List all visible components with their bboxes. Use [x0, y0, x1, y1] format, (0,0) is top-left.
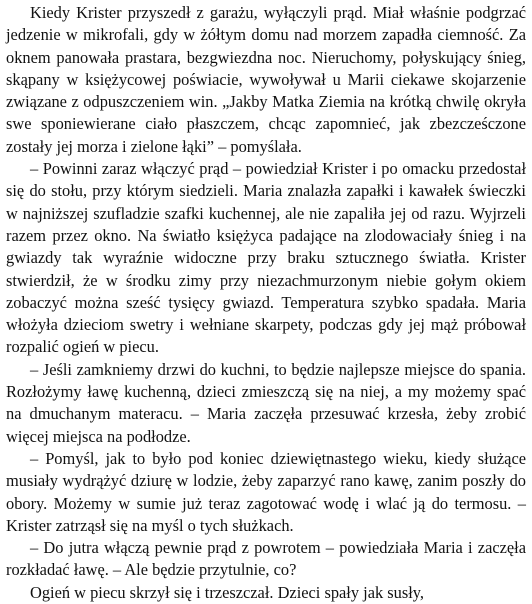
paragraph-6: Ogień w piecu skrzył się i trzeszczał. Dzieci spały jak susły,: [30, 582, 424, 602]
paragraph-2: – Powinni zaraz włączyć prąd – powiedział Krister i po omacku przedostał się do stołu, przy którym siedzieli. Maria znalazła zapałki i kawałek świeczki w najniższej szufladzie szafki kuchennej, ale nie zapaliła jej od razu. Wyjrzeli razem przez okno. Na światło księżyca padające na zlodowaciały śnieg i na gwiazdy tak wyraźnie widoczne przy braku sztucznego światła. Krister stwierdził, że w środku zimy przy niezachmurzonym niebie gołym okiem zobaczyć można sześć tysięcy gwiazd. Temperatura szybko spadała. Maria włożyła dzieciom swetry i wełniane skarpety, podczas gdy jej mąż próbował rozpalić ogień w piecu.: [6, 159, 526, 357]
document-page: [6, 2, 526, 604]
paragraph-1: Kiedy Krister przyszedł z garażu, wyłączyli prąd. Miał właśnie podgrzać jedzenie w mikrofali, gdy w żółtym domu nad morzem zapadła ciemność. Za oknem panowała prastara, bezgwiezdna noc. Nieruchomy, połyskujący śnieg, skąpany w księżycowej poświacie, wywoływał u Marii ciekawe skojarzenie związane z odpuszczeniem win. „Jakby Matka Ziemia na krótką chwilę okryła swe sponiewierane ciało płaszczem, chcąc zapomnieć, jak zbezcześczone zostały jej morza i zielone łąki” – pomyślała.: [6, 3, 526, 156]
paragraph-4: – Pomyśl, jak to było pod koniec dziewiętnastego wieku, kiedy służące musiały wydrążyć dziurę w lodzie, żeby zaparzyć rano kawę, zanim poszły do obory. Możemy w sumie już teraz zagotować wodę i wlać ją do termosu. – Krister zatrząsł się na myśl o tych służkach.: [6, 448, 526, 535]
paragraph-5: – Do jutra włączą pewnie prąd z powrotem – powiedziała Maria i zaczęła rozkładać ławę. – Ale będzie przytulnie, co?: [6, 538, 526, 580]
paragraph-3: – Jeśli zamkniemy drzwi do kuchni, to będzie najlepsze miejsce do spania. Rozłożymy ławę kuchenną, dzieci zmieszczą się na niej, a my możemy spać na dmuchanym materacu. – Maria zaczęła przesuwać krzesła, żeby zrobić więcej miejsca na podłodze.: [6, 359, 526, 446]
